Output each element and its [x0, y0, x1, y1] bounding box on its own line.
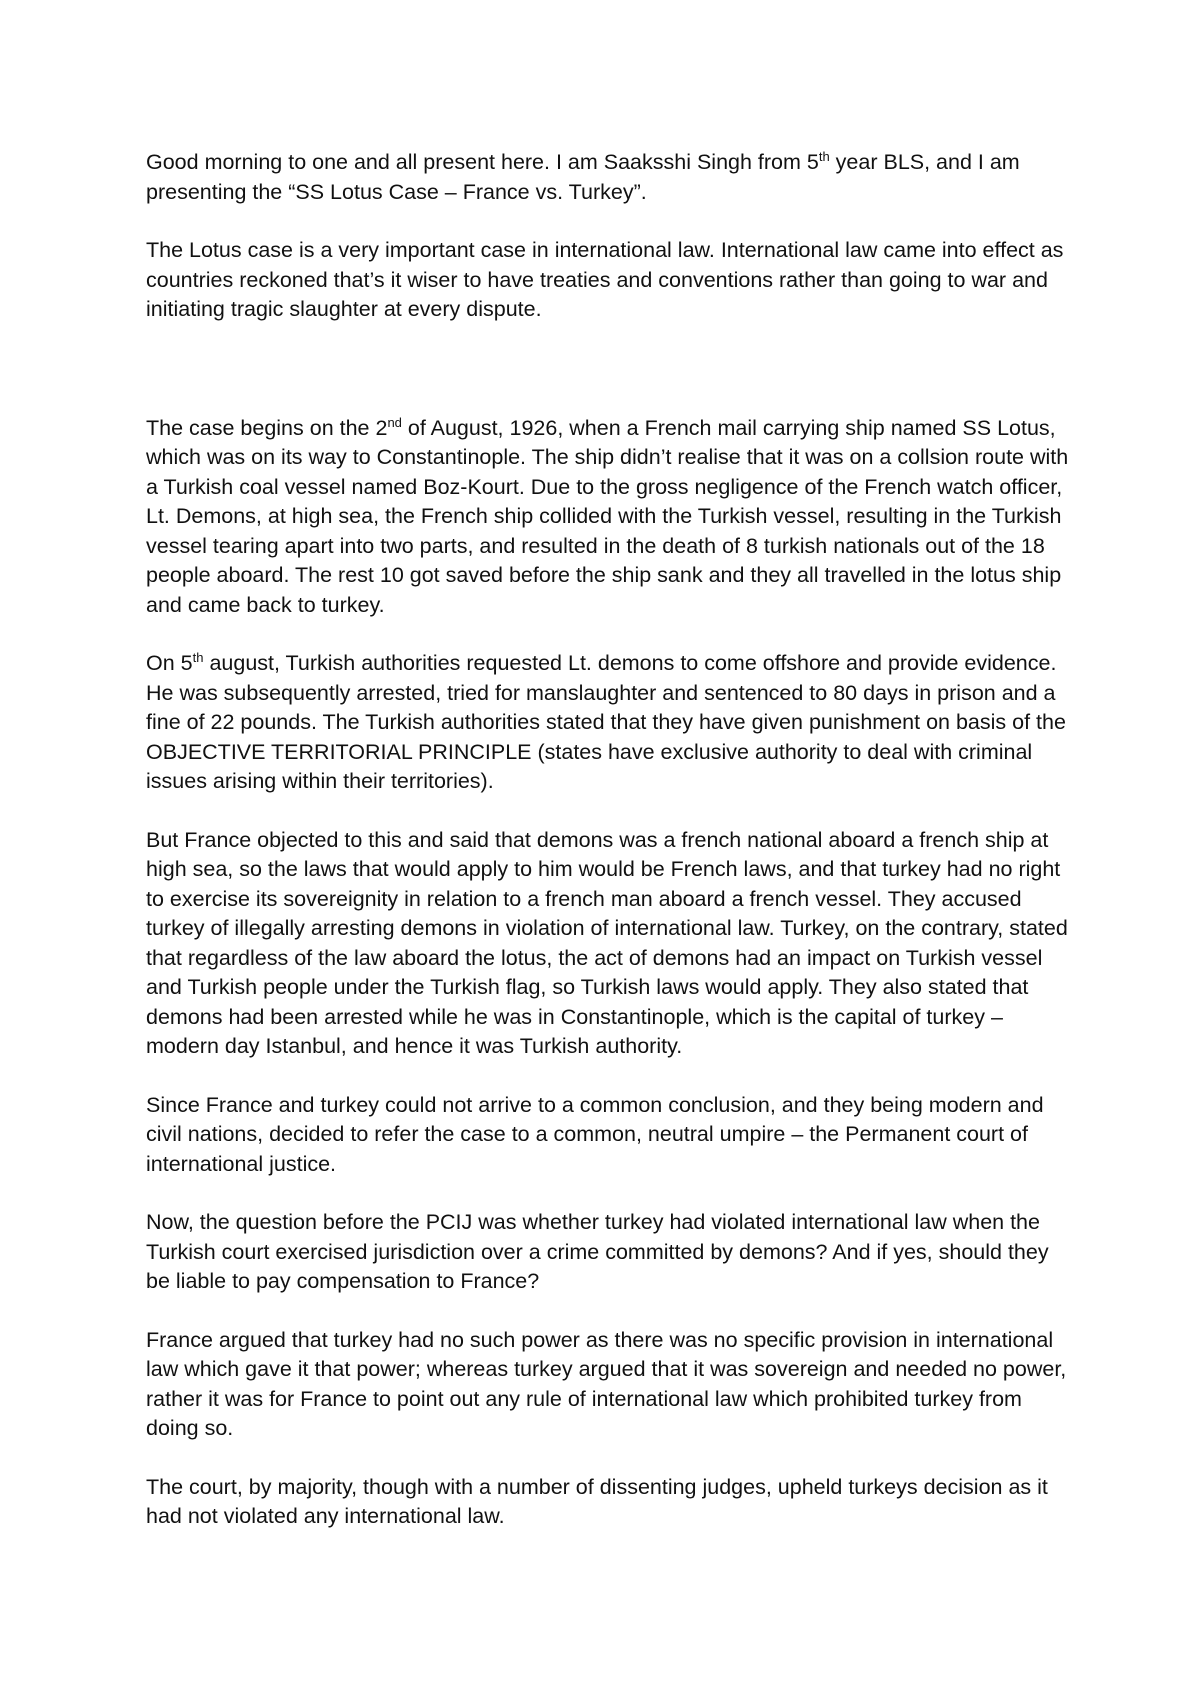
paragraph-court-decision: The court, by majority, though with a number of dissenting judges, upheld turkeys decision as it had not violated any international law. [146, 1474, 1048, 1528]
paragraph-arrest [146, 649, 1076, 797]
facts-text-start: The case begins on the 2 [146, 415, 388, 440]
intro-ordinal-suffix: th [818, 148, 830, 164]
arrest-text-end: august, Turkish authorities requested Lt. demons to come offshore and provide evidence. He was subsequently arrested, tried for manslaughter and sentenced to 80 days in prison and a fine of 22 pounds. The Turkish authorities stated that they have given punishment on basis of the OBJECTIVE TERRITORIAL PRINCIPLE (states have exclusive authority to deal with criminal issues arising within their territories). [146, 651, 1066, 793]
facts-ordinal-suffix: nd [387, 414, 402, 430]
paragraph-lotus-importance: The Lotus case is a very important case in international law. International law came into effect as countries reckoned that’s it wiser to have treaties and conventions rather than going to war and initiating tragic slaughter at every dispute. [146, 238, 1064, 321]
paragraph-arguments: France argued that turkey had no such power as there was no specific provision in international law which gave it that power; whereas turkey argued that it was sovereign and needed no power, rather it was for France to point out any rule of international law which prohibited turkey from doing so. [146, 1327, 1067, 1440]
arrest-text-start: On 5 [146, 651, 193, 675]
intro-text-end: year BLS, and I am presenting the “SS Lotus Case – France vs. Turkey”. [146, 150, 1020, 204]
document-body [146, 148, 1076, 1561]
paragraph-referral-pcij: Since France and turkey could not arrive to a common conclusion, and they being modern and civil nations, decided to refer the case to a common, neutral umpire – the Permanent court of international justice. [146, 1092, 1044, 1176]
paragraph-introduction [146, 148, 1076, 207]
paragraph-question-before-pcij: Now, the question before the PCIJ was whether turkey had violated international law when the Turkish court exercised jurisdiction over a crime committed by demons? And if yes, should they be liable to pay compensation to France? [146, 1210, 1049, 1293]
facts-text-end: of August, 1926, when a French mail carrying ship named SS Lotus, which was on its way to Constantinople. The ship didn’t realise that it was on a collsion route with a Turkish coal vessel named Boz-Kourt. Due to the gross negligence of the French watch officer, Lt. Demons, at high sea, the French ship collided with the Turkish vessel, resulting in the Turkish vessel tearing apart into two parts, and resulted in the death of 8 turkish nationals out of the 18 people aboard. The rest 10 got saved before the ship sank and they all travelled in the lotus ship and came back to turkey. [146, 415, 1069, 617]
paragraph-case-facts [146, 414, 1076, 621]
intro-text-start: Good morning to one and all present here. I am Saaksshi Singh from 5 [146, 150, 819, 174]
paragraph-france-objection: But France objected to this and said that demons was a french national aboard a french ship at high sea, so the laws that would apply to him would be French laws, and that turkey had no right to exercise its sovereignity in relation to a french man aboard a french vessel. They accused turkey of illegally arresting demons in violation of international law. Turkey, on the contrary, stated that regardless of the law aboard the lotus, the act of demons had an impact on Turkish vessel and Turkish people under the Turkish flag, so Turkish laws would apply. They also stated that demons had been arrested while he was in Constantinople, which is the capital of turkey – modern day Istanbul, and hence it was Turkish authority. [146, 827, 1068, 1058]
arrest-ordinal-suffix: th [192, 649, 204, 665]
